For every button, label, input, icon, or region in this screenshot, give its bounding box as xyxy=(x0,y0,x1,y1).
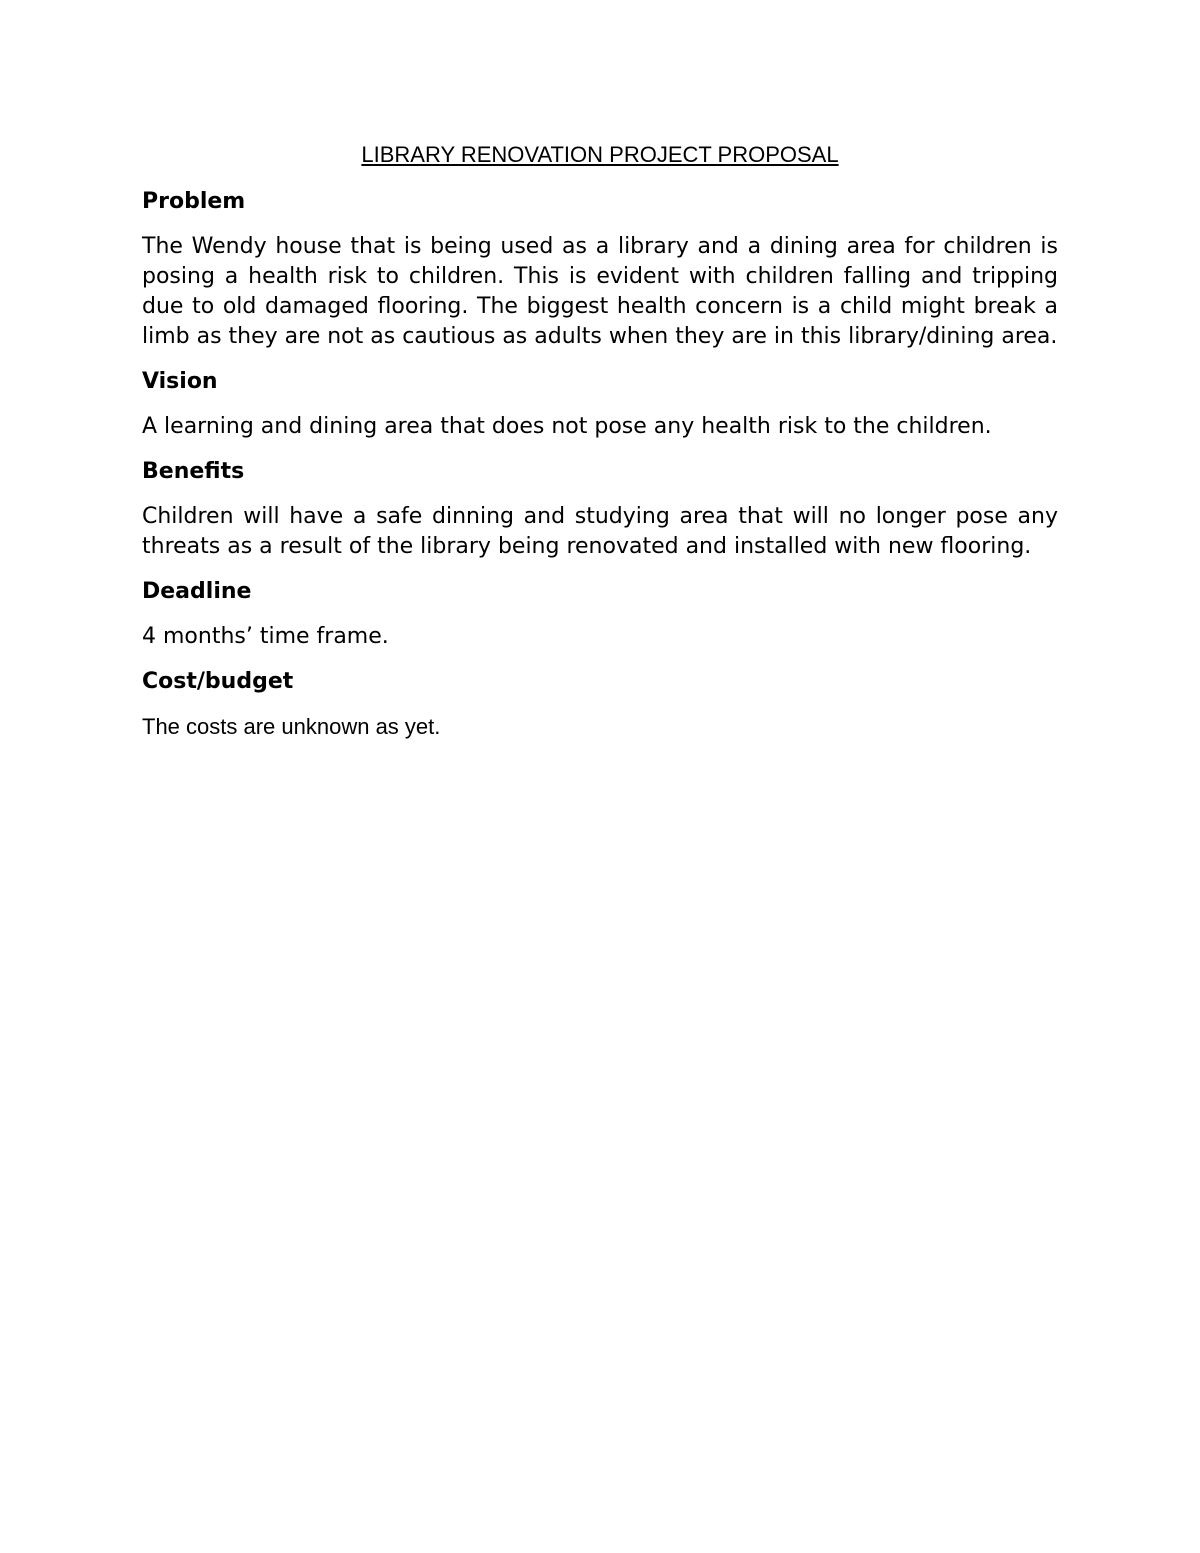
section-body-vision: A learning and dining area that does not pose any health risk to the children. xyxy=(142,414,992,439)
section-heading-benefits: Benefits xyxy=(142,459,245,484)
section-cost-budget xyxy=(142,667,1058,742)
section-body-deadline: 4 months’ time frame. xyxy=(142,624,389,649)
document-title: LIBRARY RENOVATION PROJECT PROPOSAL xyxy=(361,142,839,167)
section-heading-vision: Vision xyxy=(142,369,218,394)
section-heading-deadline: Deadline xyxy=(142,579,252,604)
section-body-problem: The Wendy house that is being used as a library and a dining area for children is posing a health risk to children. This is evident with children falling and tripping due to old damaged flooring. The biggest health concern is a child might break a limb as they are not as cautious as adults when they are in this library/dining area. xyxy=(142,234,1058,349)
section-heading-cost-budget: Cost/budget xyxy=(142,669,294,694)
section-benefits xyxy=(142,457,1058,562)
section-problem xyxy=(142,187,1058,352)
section-vision xyxy=(142,367,1058,442)
document-page xyxy=(142,140,1058,757)
section-heading-problem: Problem xyxy=(142,189,246,214)
section-deadline xyxy=(142,577,1058,652)
section-body-cost-budget: The costs are unknown as yet. xyxy=(142,714,441,739)
section-body-benefits: Children will have a safe dinning and studying area that will no longer pose any threats as a result of the library being renovated and installed with new flooring. xyxy=(142,504,1058,559)
